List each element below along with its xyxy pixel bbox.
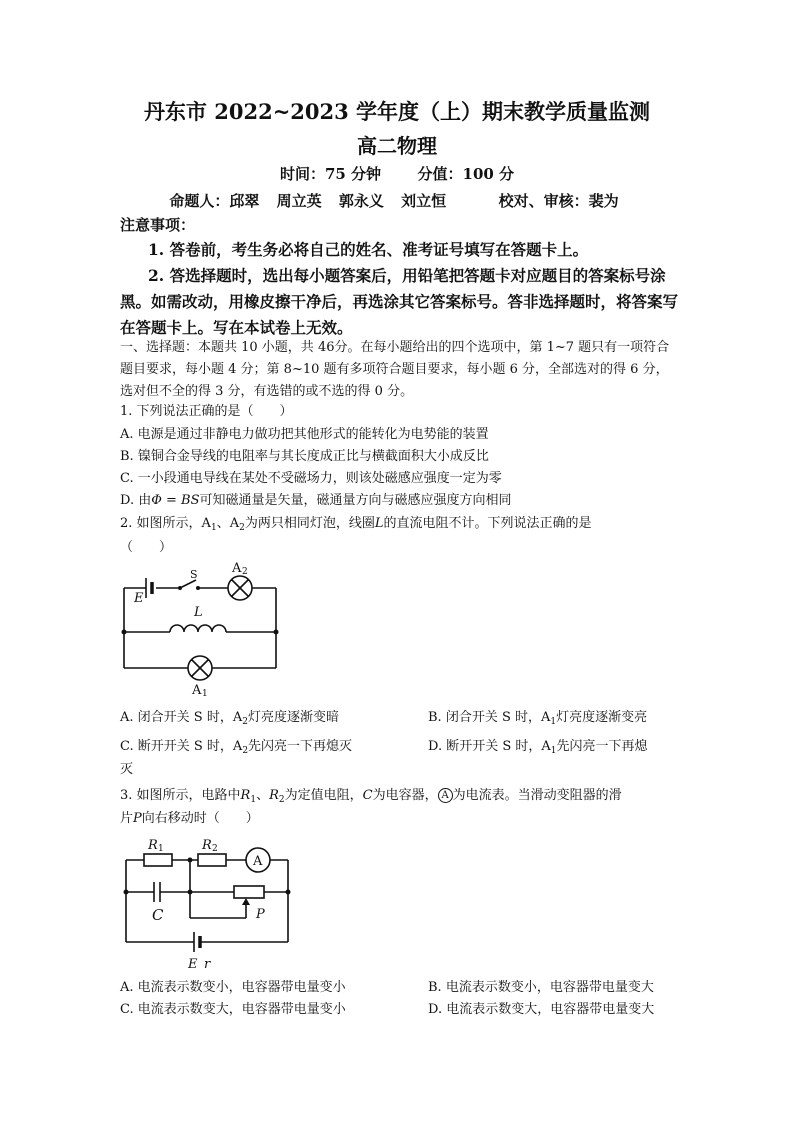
q3-ammeter-symbol: A [438, 788, 453, 803]
q2-c-post: 先闪亮一下再熄灭 [248, 739, 353, 754]
q2-circuit-figure [118, 560, 288, 700]
authors-label: 命题人： [169, 192, 230, 210]
q3-fig-label-R1: R [148, 838, 158, 853]
q2-fig-label-A2-sub: 2 [242, 567, 248, 577]
q2-a-pre: A. 闭合开关 S 时， [120, 710, 233, 725]
q3-stem [120, 786, 622, 810]
q2-lamp-a1: A [201, 516, 211, 531]
q2-sub-2: 2 [239, 523, 245, 533]
q2-d-pre: D. 断开开关 S 时， [428, 739, 542, 754]
q2-b-lamp: A [541, 710, 551, 725]
q2-fig-label-A1-sub: 1 [202, 689, 208, 699]
q1-option-c: C. 一小段通电导线在某处不受磁场力，则该处磁感应强度一定为零 [120, 471, 502, 486]
q3-sep: 、 [256, 788, 270, 803]
q2-stem [120, 514, 591, 538]
q2-d-lamp: A [541, 739, 551, 754]
q3-sub-2: 2 [278, 795, 285, 805]
q1-d-formula: Φ = BS [151, 493, 200, 508]
q3-circuit-figure [118, 834, 303, 974]
q3-cap: C [362, 788, 373, 803]
q3-l2-pre: 片 [120, 811, 134, 826]
q3-fig-label-R1-sub: 1 [158, 844, 164, 854]
q3-stem-line2 [120, 809, 259, 829]
q1-d-pre: D. 由 [120, 493, 152, 508]
exam-time-score [0, 163, 794, 184]
author-1: 邱翠 [229, 192, 260, 210]
q3-tail: 为电流表。当滑动变阻器的滑 [452, 788, 622, 803]
q2-mid: 为两只相同灯泡，线圈 [244, 516, 375, 531]
q2-fig-label-A2: A [232, 561, 242, 576]
q3-fig-label-A: A [253, 854, 263, 869]
author-2: 周立英 [276, 192, 322, 210]
q2-sub-1: 1 [210, 523, 217, 533]
q3-l2-post: 向右移动时（ ） [141, 811, 259, 826]
author-4: 刘立恒 [401, 192, 447, 210]
note-1: 1. 答卷前，考生务必将自己的姓名、准考证号填写在答题卡上。 [148, 240, 589, 259]
q3-p: P [133, 811, 142, 826]
q3-fig-label-E: E [188, 957, 198, 972]
q3-mid2: 为电容器， [372, 788, 438, 803]
q2-b-sub: 1 [550, 717, 557, 727]
q2-lamp-a2: A [229, 516, 240, 531]
exam-title: 丹东市 2022~2023 学年度（上）期末教学质量监测 [143, 99, 651, 124]
q3-fig-label-C: C [152, 906, 164, 924]
q3-option-b: B. 电流表示数变小，电容器带电量变大 [428, 980, 654, 995]
q3-r1: R [240, 788, 251, 803]
q1-d-post: 可知磁通量是矢量，磁通量方向与磁感应强度方向相同 [199, 493, 512, 508]
q1-stem: 1. 下列说法正确的是（ ） [120, 404, 293, 419]
q3-fig-label-r: r [204, 957, 211, 972]
q3-r2: R [269, 788, 279, 803]
q2-fig-label-L: L [194, 605, 203, 620]
q1-option-b: B. 镍铜合金导线的电阻率与其长度成正比与横截面积大小成反比 [120, 449, 489, 464]
q3-sub-1: 1 [250, 795, 257, 805]
q2-fig-label-S: S [190, 568, 198, 581]
q2-a-post: 灯亮度逐渐变暗 [247, 710, 339, 725]
q3-fig-label-P: P [256, 907, 265, 922]
q2-a-sub: 2 [242, 717, 248, 727]
q2-tail: 的直流电阻不计。下列说法正确的是 [383, 516, 592, 531]
q3-fig-label-R2-sub: 2 [212, 844, 218, 854]
q2-num: 2. 如图所示， [120, 516, 202, 531]
q3-slider-arrow [242, 898, 250, 905]
q1-option-a: A. 电源是通过非静电力做功把其他形式的能转化为电势能的装置 [120, 427, 489, 442]
q3-num: 3. 如图所示，电路中 [120, 788, 241, 803]
exam-authors [0, 190, 794, 211]
q1-option-d [120, 491, 512, 511]
q2-option-d-wrap: 灭 [120, 762, 134, 777]
q2-fig-label-E: E [134, 591, 144, 606]
q3-option-a: A. 电流表示数变小，电容器带电量变小 [120, 980, 346, 995]
author-3: 郭永义 [338, 192, 384, 210]
q2-option-d [428, 737, 648, 761]
q2-option-c [120, 737, 352, 761]
q3-fig-label-R2: R [202, 838, 212, 853]
q3-mid: 为定值电阻， [284, 788, 363, 803]
q2-blank: （ ） [120, 540, 173, 555]
q2-fig-label-A1: A [192, 683, 202, 698]
q2-a-lamp: A [232, 710, 243, 725]
q2-d-post: 先闪亮一下再熄 [556, 739, 648, 754]
q2-b-post: 灯亮度逐渐变亮 [556, 710, 648, 725]
q2-sep: 、 [216, 516, 230, 531]
q3-option-c: C. 电流表示数变大，电容器带电量变小 [120, 1002, 346, 1017]
note-2: 2. 答选择题时，选出每小题答案后，用铅笔把答题卡对应题目的答案标号涂黑。如需改动，用橡皮擦干净后，再选涂其它答案标号。答非选择题时，将答案写在答题卡上。写在本试卷上无效。 [120, 266, 679, 337]
q2-d-sub: 1 [550, 746, 557, 756]
q2-coil: L [374, 516, 384, 531]
section-1-intro: 一、选择题：本题共 10 小题，共 46分。在每小题给出的四个选项中，第 1~7 题只有一项符合题目要求，每小题 4 分；第 8~10 题有多项符合题目要求，每小题 6 分，全部选对的得 6 分，选对但不全的得 3 分，有选错的或不选的得 0 分。 [120, 340, 670, 399]
q2-option-b [428, 708, 647, 732]
exam-time: 时间：75 分钟 [279, 165, 382, 183]
q3-option-d: D. 电流表示数变大，电容器带电量变大 [428, 1002, 655, 1017]
reviewers: 校对、审核：裴为 [498, 192, 619, 210]
q2-c-sub: 2 [242, 746, 249, 756]
q2-option-a [120, 708, 339, 732]
exam-subject: 高二物理 [357, 134, 437, 158]
notes-heading: 注意事项： [120, 216, 196, 234]
q2-b-pre: B. 闭合开关 S 时， [428, 710, 541, 725]
q2-c-pre: C. 断开开关 S 时， [120, 739, 233, 754]
exam-score: 分值：100 分 [417, 165, 515, 183]
q2-c-lamp: A [232, 739, 243, 754]
